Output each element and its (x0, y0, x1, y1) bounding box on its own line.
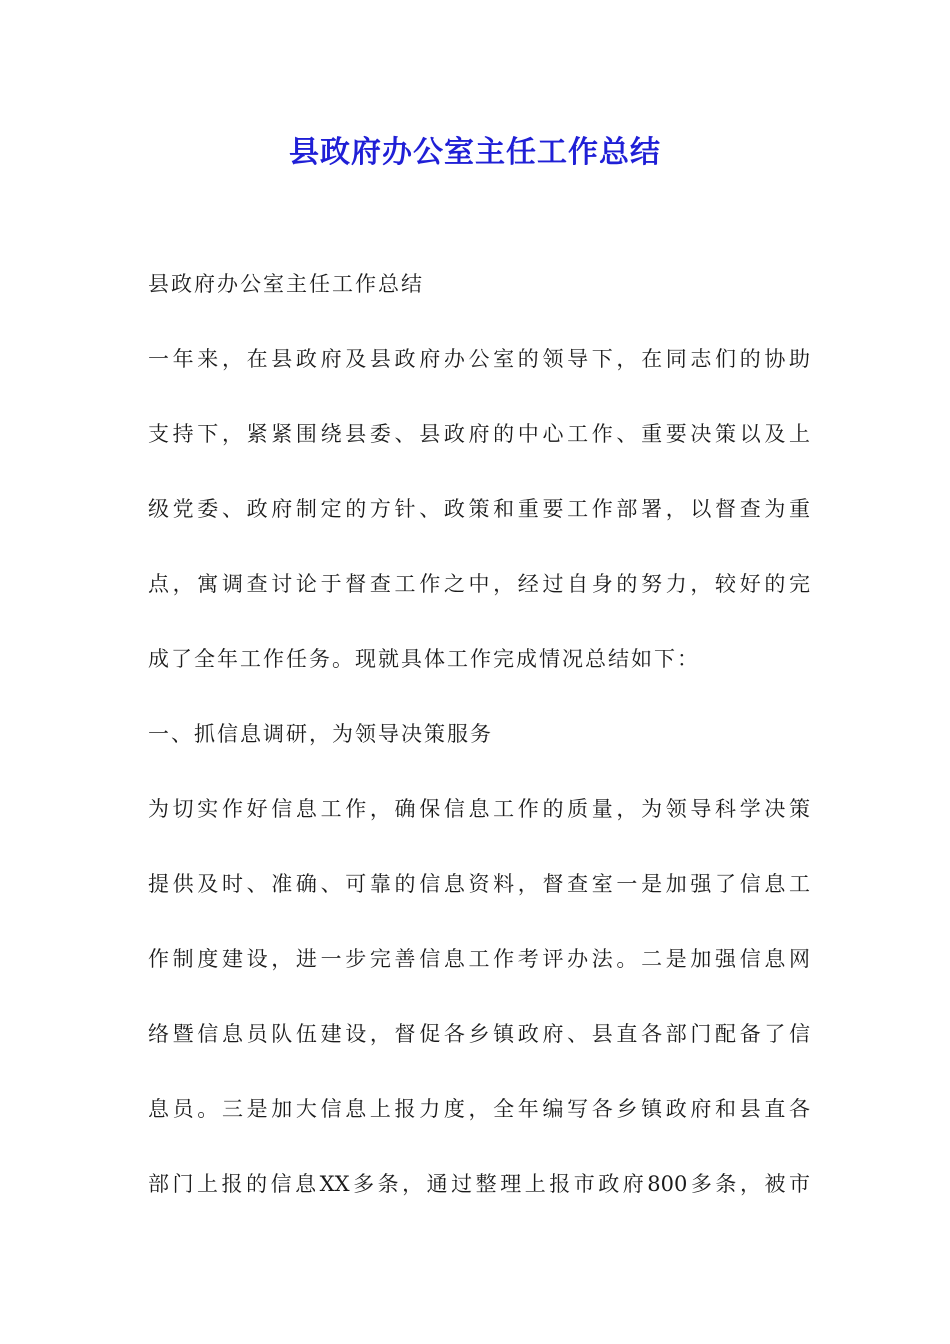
section-heading: 一、抓信息调研，为领导决策服务 (148, 722, 493, 746)
subtitle-line: 县政府办公室主任工作总结 (148, 272, 424, 296)
paragraph-line: 作制度建设，进一步完善信息工作考评办法。二是加强信息网 (148, 947, 810, 971)
paragraph-line: 息员。三是加大信息上报力度，全年编写各乡镇政府和县直各 (148, 1097, 810, 1121)
paragraph-line: 点，寓调查讨论于督查工作之中，经过自身的努力，较好的完 (148, 572, 810, 596)
document-body (148, 264, 810, 1239)
paragraph-line: 络暨信息员队伍建设，督促各乡镇政府、县直各部门配备了信 (148, 1022, 810, 1046)
paragraph-line: 支持下，紧紧围绕县委、县政府的中心工作、重要决策以及上 (148, 422, 810, 446)
paragraph-line: 提供及时、准确、可靠的信息资料，督查室一是加强了信息工 (148, 872, 810, 896)
paragraph-line: 一年来，在县政府及县政府办公室的领导下，在同志们的协助 (148, 347, 810, 371)
paragraph-line: 为切实作好信息工作，确保信息工作的质量，为领导科学决策 (148, 797, 810, 821)
paragraph-line: 成了全年工作任务。现就具体工作完成情况总结如下： (148, 647, 700, 671)
paragraph-line: 级党委、政府制定的方针、政策和重要工作部署，以督查为重 (148, 497, 810, 521)
document-title: 县政府办公室主任工作总结 (289, 135, 661, 170)
paragraph-line: 部门上报的信息XX多条，通过整理上报市政府800多条，被市 (148, 1172, 810, 1196)
